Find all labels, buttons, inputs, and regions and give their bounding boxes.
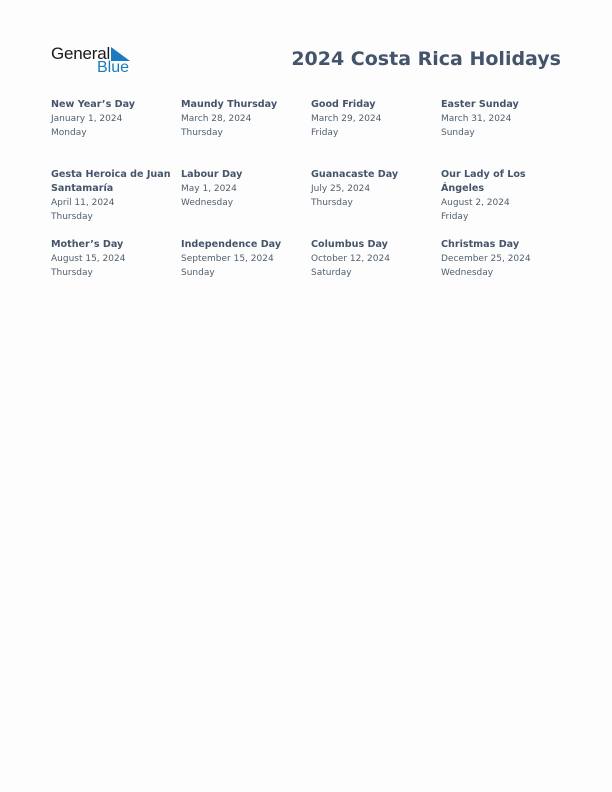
holiday-weekday: Thursday <box>51 212 93 222</box>
holiday-name: Columbus Day <box>311 239 388 250</box>
holiday-date: April 11, 2024 <box>51 198 115 208</box>
holiday-date: July 25, 2024 <box>311 184 371 194</box>
holiday-entry <box>51 98 181 168</box>
holiday-name: Easter Sunday <box>441 99 519 110</box>
holiday-entry <box>311 98 441 168</box>
holiday-entry <box>181 168 311 238</box>
generalblue-logo <box>51 44 141 78</box>
holiday-date: August 2, 2024 <box>441 198 510 208</box>
holiday-weekday: Sunday <box>181 268 215 278</box>
holiday-weekday: Friday <box>441 212 469 222</box>
holiday-weekday: Thursday <box>51 268 93 278</box>
holiday-weekday: Thursday <box>311 198 353 208</box>
page-title: 2024 Costa Rica Holidays <box>291 48 561 70</box>
holiday-date: March 28, 2024 <box>181 114 252 124</box>
holiday-date: October 12, 2024 <box>311 254 390 264</box>
logo-blue-text: Blue <box>97 59 130 76</box>
holiday-name: Guanacaste Day <box>311 169 399 180</box>
holiday-name: Independence Day <box>181 239 282 250</box>
holiday-entry <box>441 168 571 238</box>
holiday-date: January 1, 2024 <box>51 114 123 124</box>
holiday-name: Gesta Heroica de Juan Santamaría <box>51 169 171 194</box>
holiday-weekday: Monday <box>51 128 87 138</box>
holiday-entry <box>441 238 571 298</box>
holiday-entry <box>181 238 311 298</box>
holiday-name: Our Lady of Los Ángeles <box>441 169 526 194</box>
holiday-weekday: Wednesday <box>181 198 234 208</box>
holiday-entry <box>311 238 441 298</box>
holiday-entry <box>441 98 571 168</box>
holiday-entry <box>181 98 311 168</box>
holiday-name: Mother’s Day <box>51 239 124 250</box>
holiday-name: Christmas Day <box>441 239 520 250</box>
holiday-date: March 29, 2024 <box>311 114 382 124</box>
holiday-grid <box>51 98 571 298</box>
holiday-entry <box>311 168 441 238</box>
holiday-name: Labour Day <box>181 169 243 180</box>
holiday-weekday: Thursday <box>181 128 223 138</box>
holiday-weekday: Friday <box>311 128 339 138</box>
holiday-entry <box>51 238 181 298</box>
holiday-weekday: Wednesday <box>441 268 494 278</box>
logo-general-text: General <box>51 44 111 63</box>
holiday-name: Good Friday <box>311 99 376 110</box>
holiday-date: September 15, 2024 <box>181 254 274 264</box>
holiday-entry <box>51 168 181 238</box>
holiday-weekday: Saturday <box>311 268 352 278</box>
holiday-date: August 15, 2024 <box>51 254 126 264</box>
holiday-date: December 25, 2024 <box>441 254 531 264</box>
holiday-date: March 31, 2024 <box>441 114 512 124</box>
holiday-date: May 1, 2024 <box>181 184 237 194</box>
holiday-name: New Year’s Day <box>51 99 136 110</box>
holiday-name: Maundy Thursday <box>181 99 278 110</box>
holiday-weekday: Sunday <box>441 128 475 138</box>
